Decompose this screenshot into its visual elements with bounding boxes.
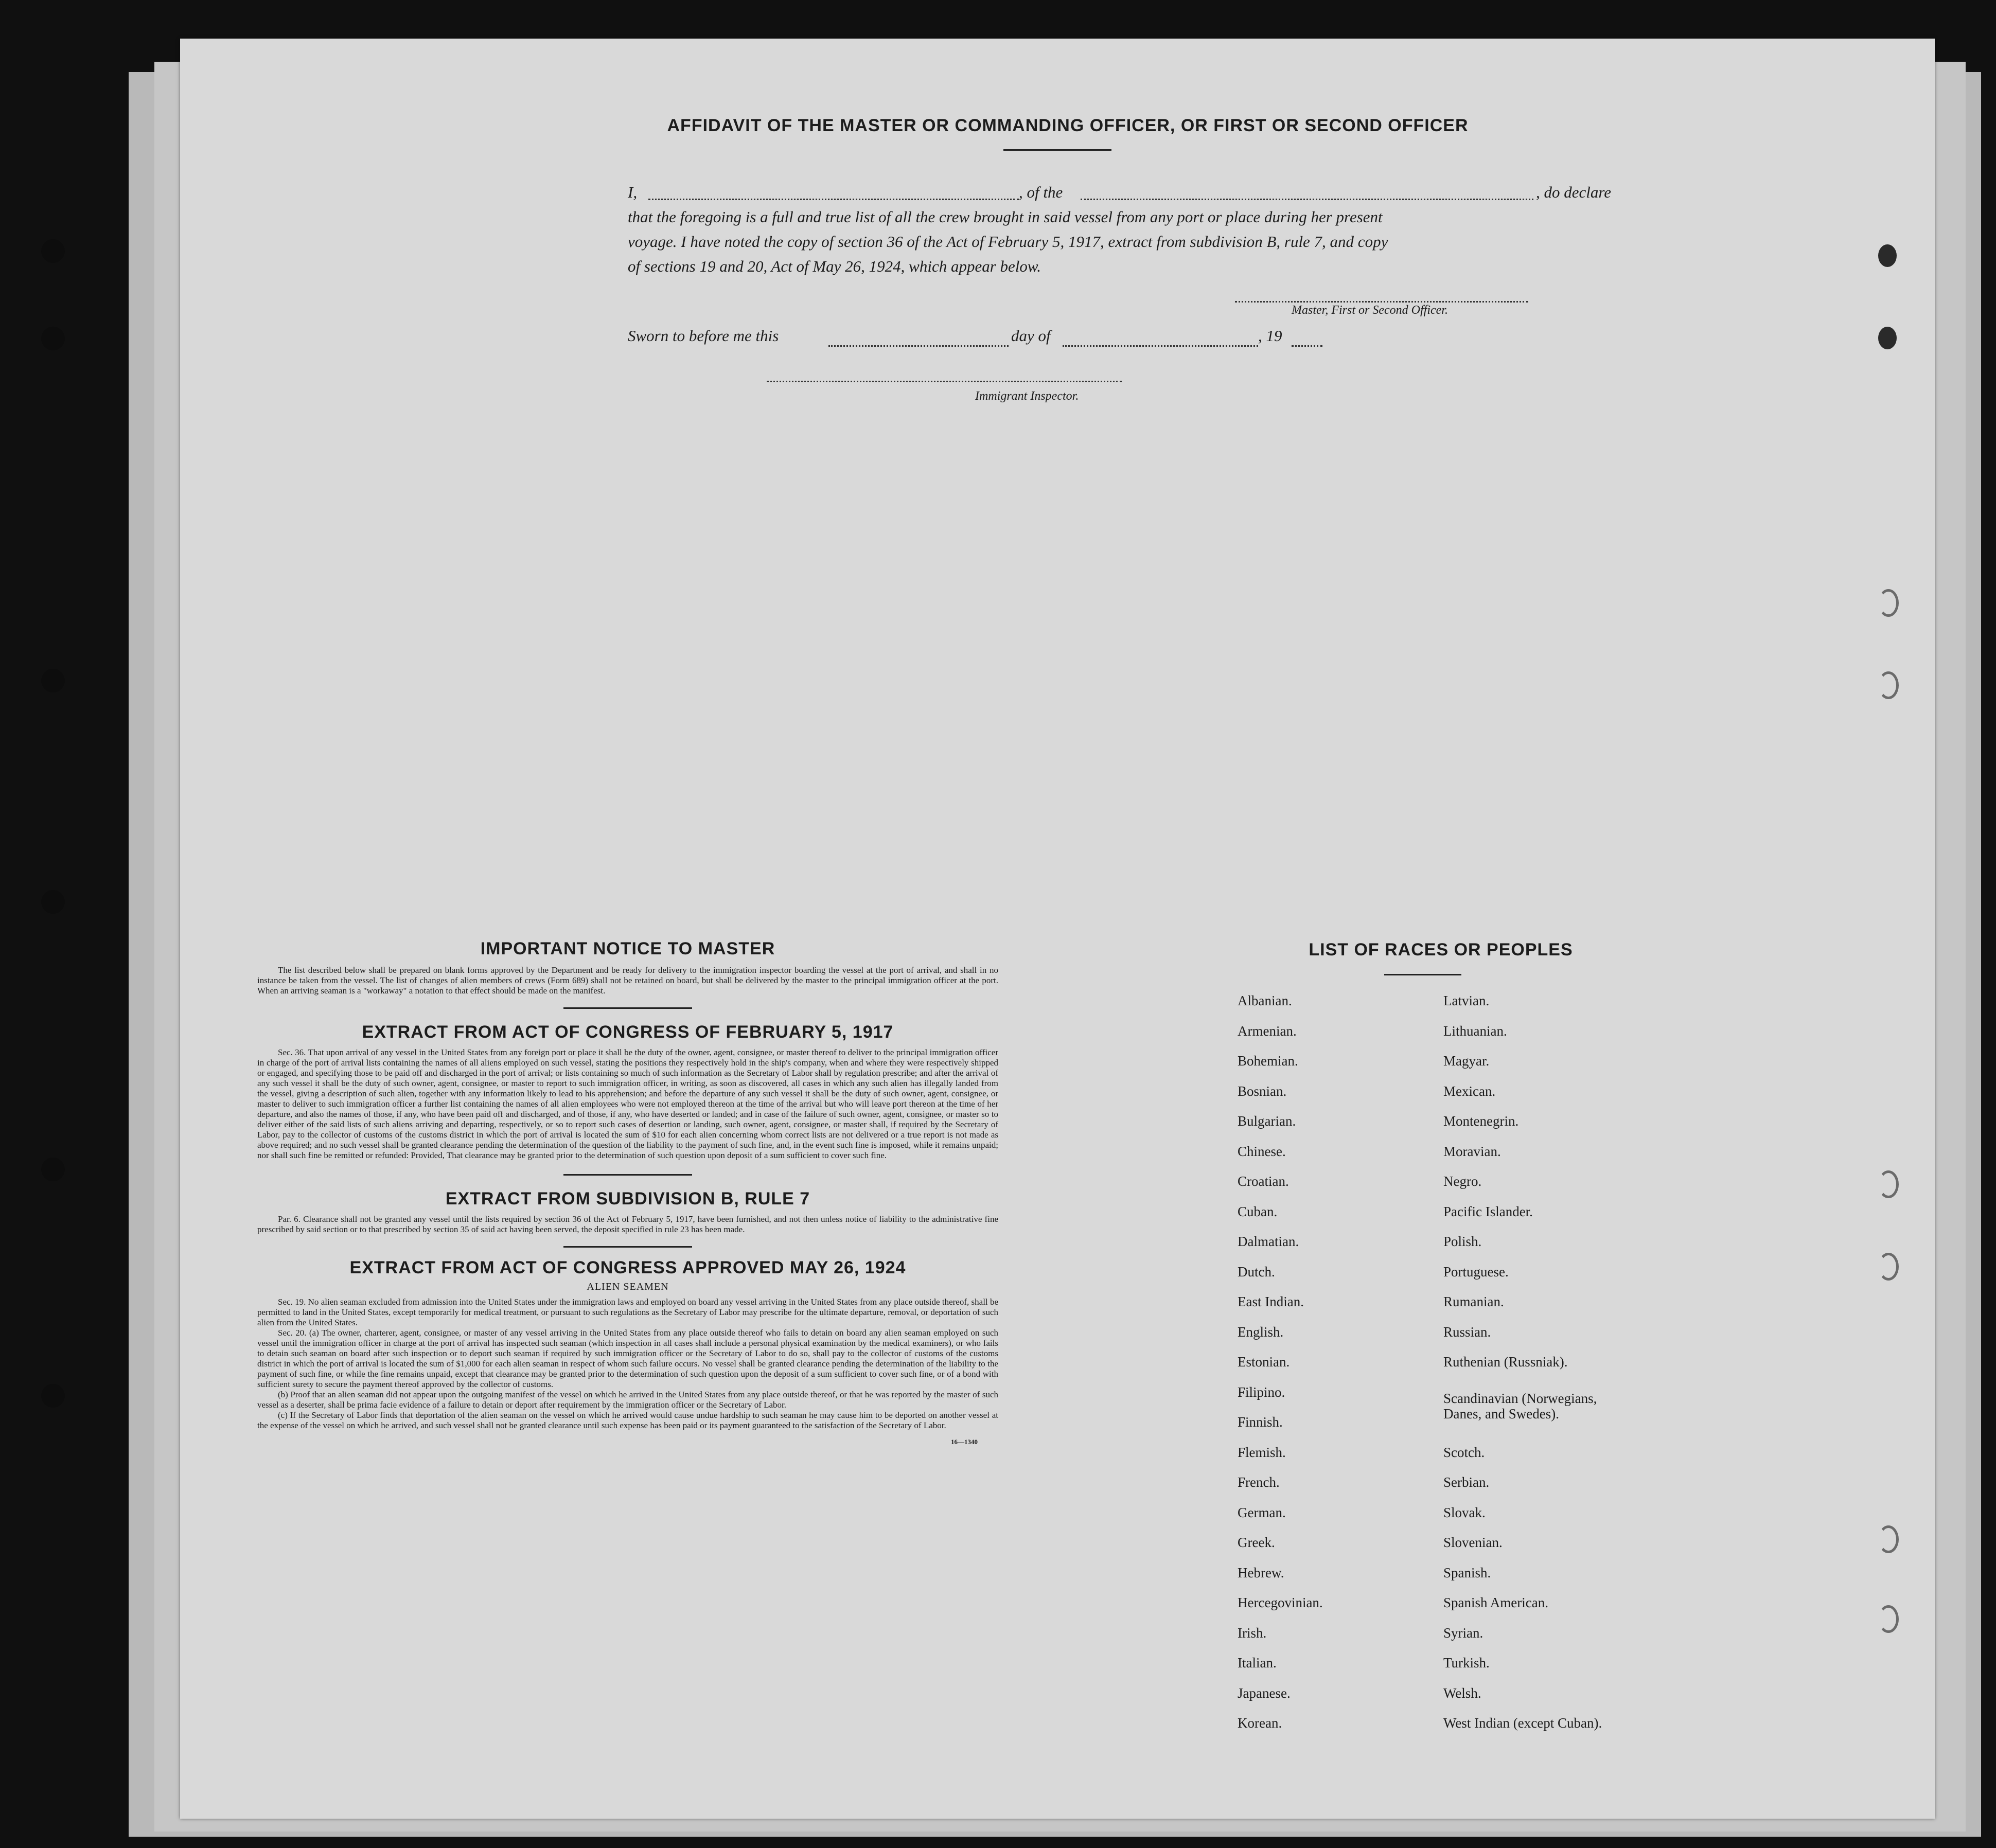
race-item: Ruthenian (Russniak). <box>1443 1354 1568 1370</box>
rule7-title: EXTRACT FROM SUBDIVISION B, RULE 7 <box>445 1189 810 1209</box>
race-item: Albanian. <box>1238 993 1292 1008</box>
blank-name <box>648 199 1019 200</box>
race-item: Flemish. <box>1238 1444 1286 1460</box>
race-item: Dalmatian. <box>1238 1234 1299 1249</box>
race-item: Montenegrin. <box>1443 1113 1519 1129</box>
divider <box>563 1007 692 1009</box>
race-item: Slovenian. <box>1443 1535 1503 1550</box>
divider <box>563 1174 692 1176</box>
blank-day <box>828 345 1009 347</box>
race-item: Estonian. <box>1238 1354 1290 1370</box>
race-item: Greek. <box>1238 1535 1275 1550</box>
sec20a-body: Sec. 20. (a) The owner, charterer, agent, consignee, or master of any vessel arriving in the United States from any place outside thereof who fails to detain on board any alien seaman employed on such vessel until the immigration officer in charge at the port of arrival has inspected such seaman (which inspection in all cases shall include a personal physical examination by the medical examiners), or who fails to detain such seaman on board after such inspection or to deport such seaman if required by such immigration officer or the Secretary of Labor to do so, shall pay to the collector of customs of the customs district in which the port of arrival is located the sum of $1,000 for each alien seaman in respect of whom such failure occurs. No vessel shall be granted clearance pending the determination of the liability to the payment of such fine, or while the fine remains unpaid, except that clearance may be granted prior to the determination of such question upon the deposit of a sum sufficient to cover such fine, or of a bond with sufficient surety to secure the payment thereof approved by the collector of customs. <box>257 1328 998 1389</box>
race-item: English. <box>1238 1324 1284 1340</box>
race-item: Pacific Islander. <box>1443 1203 1533 1219</box>
race-item: Bulgarian. <box>1238 1113 1296 1129</box>
race-item: Armenian. <box>1238 1023 1297 1039</box>
inspector-label: Immigrant Inspector. <box>975 389 1079 403</box>
binder-hole <box>1878 671 1899 699</box>
blank-year <box>1292 345 1322 347</box>
sec20b-body: (b) Proof that an alien seaman did not appear upon the outgoing manifest of the vessel on which he arrived in the United States from any place outside thereof, or that he was reported by the master of such vessel as a deserter, shall be prima facie evidence of a failure to detain or deport after requirement by the immigration officer or the Secretary of Labor. <box>257 1390 998 1410</box>
race-item: Hercegovinian. <box>1238 1595 1323 1610</box>
sworn-year: , 19 <box>1258 327 1282 345</box>
binder-hole <box>1878 327 1897 349</box>
race-item: Korean. <box>1238 1715 1282 1731</box>
binder-hole <box>41 669 65 692</box>
affidavit-line-4: of sections 19 and 20, Act of May 26, 1924, which appear below. <box>628 257 1041 275</box>
race-item: Croatian. <box>1238 1174 1289 1189</box>
race-item: Magyar. <box>1443 1053 1490 1069</box>
extract-1924-title: EXTRACT FROM ACT OF CONGRESS APPROVED MAY 26, 1924 <box>349 1258 906 1277</box>
binder-hole <box>41 1158 65 1181</box>
race-item: West Indian (except Cuban). <box>1443 1715 1602 1731</box>
race-item: Syrian. <box>1443 1625 1483 1641</box>
race-item: Lithuanian. <box>1443 1023 1507 1039</box>
race-item: Dutch. <box>1238 1264 1275 1280</box>
race-item: French. <box>1238 1474 1280 1490</box>
race-item: Rumanian. <box>1443 1294 1504 1309</box>
affidavit-declare: , do declare <box>1536 183 1612 201</box>
race-item: German. <box>1238 1504 1286 1520</box>
sec20c-body: (c) If the Secretary of Labor finds that deportation of the alien seaman on the vessel on which he arrived would cause undue hardship to such seaman he may cause him to be deported on another vessel at the expense of the vessel on which he arrived, and such vessel shall not be granted clearance until such expense has been paid or its payment guaranteed to the satisfaction of the Secretary of Labor. <box>257 1410 998 1430</box>
affidavit-line-2: that the foregoing is a full and true list of all the crew brought in said vessel from any port or place during her present <box>628 208 1383 226</box>
race-item: Spanish. <box>1443 1565 1491 1580</box>
race-item: Serbian. <box>1443 1474 1490 1490</box>
affidavit-declaration <box>628 180 1750 279</box>
race-item: Hebrew. <box>1238 1565 1284 1580</box>
race-item: Irish. <box>1238 1625 1267 1641</box>
race-item: Bosnian. <box>1238 1083 1287 1099</box>
binder-hole <box>41 327 65 350</box>
divider <box>1384 974 1461 975</box>
affidavit-of-the: , of the <box>1019 183 1063 201</box>
race-item: Negro. <box>1443 1174 1482 1189</box>
form-sheet <box>180 39 1935 1819</box>
binder-hole <box>41 239 65 263</box>
binder-hole <box>1878 589 1899 617</box>
sworn-day: day of <box>1011 327 1051 345</box>
rule7-body: Par. 6. Clearance shall not be granted any vessel until the lists required by section 36 of the Act of February 5, 1917, have been furnished, and not then unless notice of liability to the administrative fine prescribed by said section or to that prescribed by section 35 of said act having been served, the deposit specified in rule 23 has been made. <box>257 1214 998 1234</box>
races-title: LIST OF RACES OR PEOPLES <box>1309 940 1573 959</box>
race-item: Spanish American. <box>1443 1595 1548 1610</box>
binder-hole <box>1878 1605 1899 1633</box>
binder-hole <box>1878 244 1897 267</box>
race-item: Chinese. <box>1238 1143 1286 1159</box>
sworn-line <box>628 327 1503 352</box>
extract-1917-title: EXTRACT FROM ACT OF CONGRESS OF FEBRUARY 5, 1917 <box>362 1022 894 1042</box>
race-item: Mexican. <box>1443 1083 1496 1099</box>
race-item: Portuguese. <box>1443 1264 1509 1280</box>
sec19-body: Sec. 19. No alien seaman excluded from admission into the United States under the immigration laws and employed on board any vessel arriving in the United States from any place outside thereof, shall be permitted to land in the United States, except temporarily for medical treatment, or pursuant to such regulations as the Secretary of Labor may prescribe for the ultimate departure, removal, or deportation of such alien from the United States. <box>257 1297 998 1327</box>
blank-master-signature <box>1235 301 1528 303</box>
divider <box>563 1246 692 1248</box>
binder-hole <box>41 890 65 914</box>
race-item: Finnish. <box>1238 1414 1283 1430</box>
race-item: Cuban. <box>1238 1203 1278 1219</box>
affidavit-line-3: voyage. I have noted the copy of section 36 of the Act of February 5, 1917, extract from subdivision B, rule 7, and copy <box>628 233 1388 251</box>
blank-month <box>1063 345 1258 347</box>
binder-hole <box>1878 1170 1899 1198</box>
race-item: Turkish. <box>1443 1655 1490 1671</box>
races-left-column <box>1238 993 1433 1765</box>
notice-title: IMPORTANT NOTICE TO MASTER <box>480 939 775 958</box>
left-column <box>257 939 998 1446</box>
race-item: Welsh. <box>1443 1685 1481 1701</box>
race-item: Bohemian. <box>1238 1053 1298 1069</box>
blank-vessel <box>1081 199 1533 200</box>
race-item: Japanese. <box>1238 1685 1291 1701</box>
extract-1924-subtitle: ALIEN SEAMEN <box>587 1281 669 1292</box>
affidavit-title: AFFIDAVIT OF THE MASTER OR COMMANDING OFFICER, OR FIRST OR SECOND OFFICER <box>667 116 1469 135</box>
race-item: Filipino. <box>1238 1384 1285 1400</box>
notice-body: The list described below shall be prepared on blank forms approved by the Department and be ready for delivery to the immigration inspector boarding the vessel at the port of arrival, and shall in no instance be taken from the vessel. The list of changes of alien members of crews (Form 689) shall not be retained on board, but shall be delivered by the master to the principal immigration officer at the port. When an arriving seaman is a "workaway" a notation to that effect should be made on the manifest. <box>257 965 998 996</box>
affidavit-line-1 <box>628 180 1750 205</box>
affidavit-i: I, <box>628 183 638 201</box>
race-item: Slovak. <box>1443 1504 1486 1520</box>
divider <box>1003 149 1111 151</box>
race-item: Russian. <box>1443 1324 1491 1340</box>
race-item: Latvian. <box>1443 993 1490 1008</box>
race-item: Polish. <box>1443 1234 1482 1249</box>
race-item: Moravian. <box>1443 1143 1501 1159</box>
race-item: Scandinavian (Norwegians, Danes, and Swedes). <box>1443 1390 1597 1421</box>
race-item: East Indian. <box>1238 1294 1304 1309</box>
blank-inspector-signature <box>767 381 1122 382</box>
binder-hole <box>1878 1253 1899 1281</box>
race-item: Italian. <box>1238 1655 1277 1671</box>
binder-hole <box>41 1384 65 1408</box>
sworn-prefix: Sworn to before me this <box>628 327 779 345</box>
form-number: 16—1340 <box>951 1438 978 1446</box>
master-label: Master, First or Second Officer. <box>1292 304 1448 317</box>
races-right-column <box>1443 993 1675 1765</box>
extract-1917-body: Sec. 36. That upon arrival of any vessel in the United States from any foreign port or place it shall be the duty of the owner, agent, consignee, or master thereof to deliver to the principal immigration officer in charge of the port of arrival lists containing the names of all aliens employed on such vessel, stating the positions they respectively hold in the ship's company, when and where they were respectively shipped or engaged, and specifying those to be paid off and discharged in the port of arrival; or lists containing so much of such information as the Secretary of Labor shall by regulation prescribe; and after the arrival of any such vessel it shall be the duty of such owner, agent, consignee, or master to report to such immigration officer, in writing, as soon as discovered, all cases in which any such alien has illegally landed from the vessel, giving a description of such alien, together with any information likely to lead to his apprehension; and before the departure of any such vessel it shall be the duty of such owner, agent, consignee, or master to deliver to such immigration officer a further list containing the names of all alien employees who were not employed thereon at the time of the arrival but who will leave port thereon at the time of her departure, and also the names of those, if any, who have been paid off and discharged, and of those, if any, who have deserted or landed; and in case of the failure of such owner, agent, consignee, or master so to deliver either of the said lists of such aliens arriving and departing, respectively, or so to report such cases of desertion or landing, such owner, agent, consignee, or master shall, if required by the Secretary of Labor, pay to the collector of customs of the customs district in which the port of arrival is located the sum of $10 for each alien concerning whom correct lists are not delivered or a true report is not made as above required; and no such vessel shall be granted clearance pending the determination of the question of the liability to the payment of such fine, and, in the event such fine is imposed, while it remains unpaid; nor shall such fine be remitted or refunded: Provided, That clearance may be granted prior to the determination of such question upon deposit of a sum sufficient to cover such fine. <box>257 1047 998 1160</box>
binder-hole <box>1878 1525 1899 1553</box>
race-item: Scotch. <box>1443 1444 1485 1460</box>
